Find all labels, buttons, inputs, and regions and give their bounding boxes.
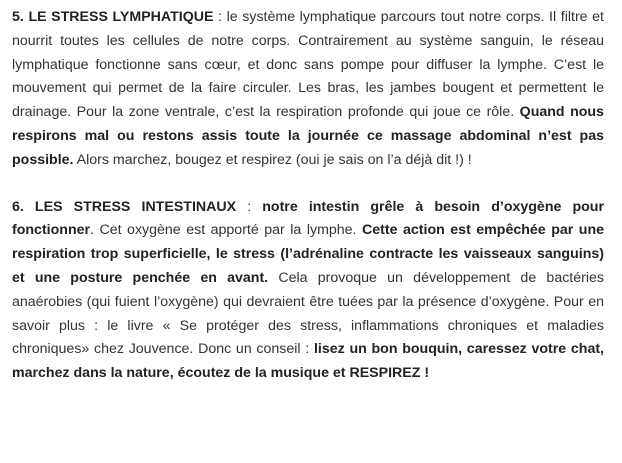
section-intestinal-stress — [12, 196, 604, 386]
section-heading: 6. LES STRESS INTESTINAUX — [12, 198, 237, 215]
section-text: : — [236, 198, 263, 215]
section-lymphatic-stress — [12, 6, 604, 173]
emphasis-text: Quand nous respirons mal ou restons assis toute la journée ce massage abdominal n’est pas possible. — [12, 104, 604, 168]
emphasis-text: Cette action est empêchée par une respiration trop superficielle, le stress (l’adrénaline contracte les vaisseaux sanguins) et une posture penchée en avant. — [12, 222, 605, 286]
section-heading: 5. LE STRESS LYMPHATIQUE — [12, 9, 214, 25]
section-text: Cela provoque un développement de bactéries anaérobies (qui fuient l’oxygène) qui devraient être tuées par la présence d’oxygène. Pour en savoir plus : le livre « Se protéger des stress, inflammations chroniques et maladies chroniques» chez Jouvence. Donc un conseil : — [12, 269, 605, 358]
emphasis-text: lisez un bon bouquin, caressez votre chat, marchez dans la nature, écoutez de la musique et RESPIREZ ! — [12, 341, 604, 382]
section-text: Alors marchez, bougez et respirez (oui je sais on l’a déjà dit !) ! — [73, 151, 472, 168]
section-text: : le système lymphatique parcours tout notre corps. Il filtre et nourrit toutes les cellules de notre corps. Contrairement au système sanguin, le réseau lymphatique fonctionne sans cœur, et donc sans pompe pour diffuser la lymphe. C’est le mouvement qui permet de la faire circuler. Les bras, les jambes bougent et permettent le drainage. Pour la zone ventrale, c’est la respiration profonde qui joue ce rôle. — [12, 9, 604, 121]
emphasis-text: notre intestin grêle à besoin d’oxygène pour fonctionner — [12, 198, 604, 239]
section-text: . Cet oxygène est apporté par la lymphe. — [90, 222, 363, 239]
article-body — [12, 6, 604, 386]
